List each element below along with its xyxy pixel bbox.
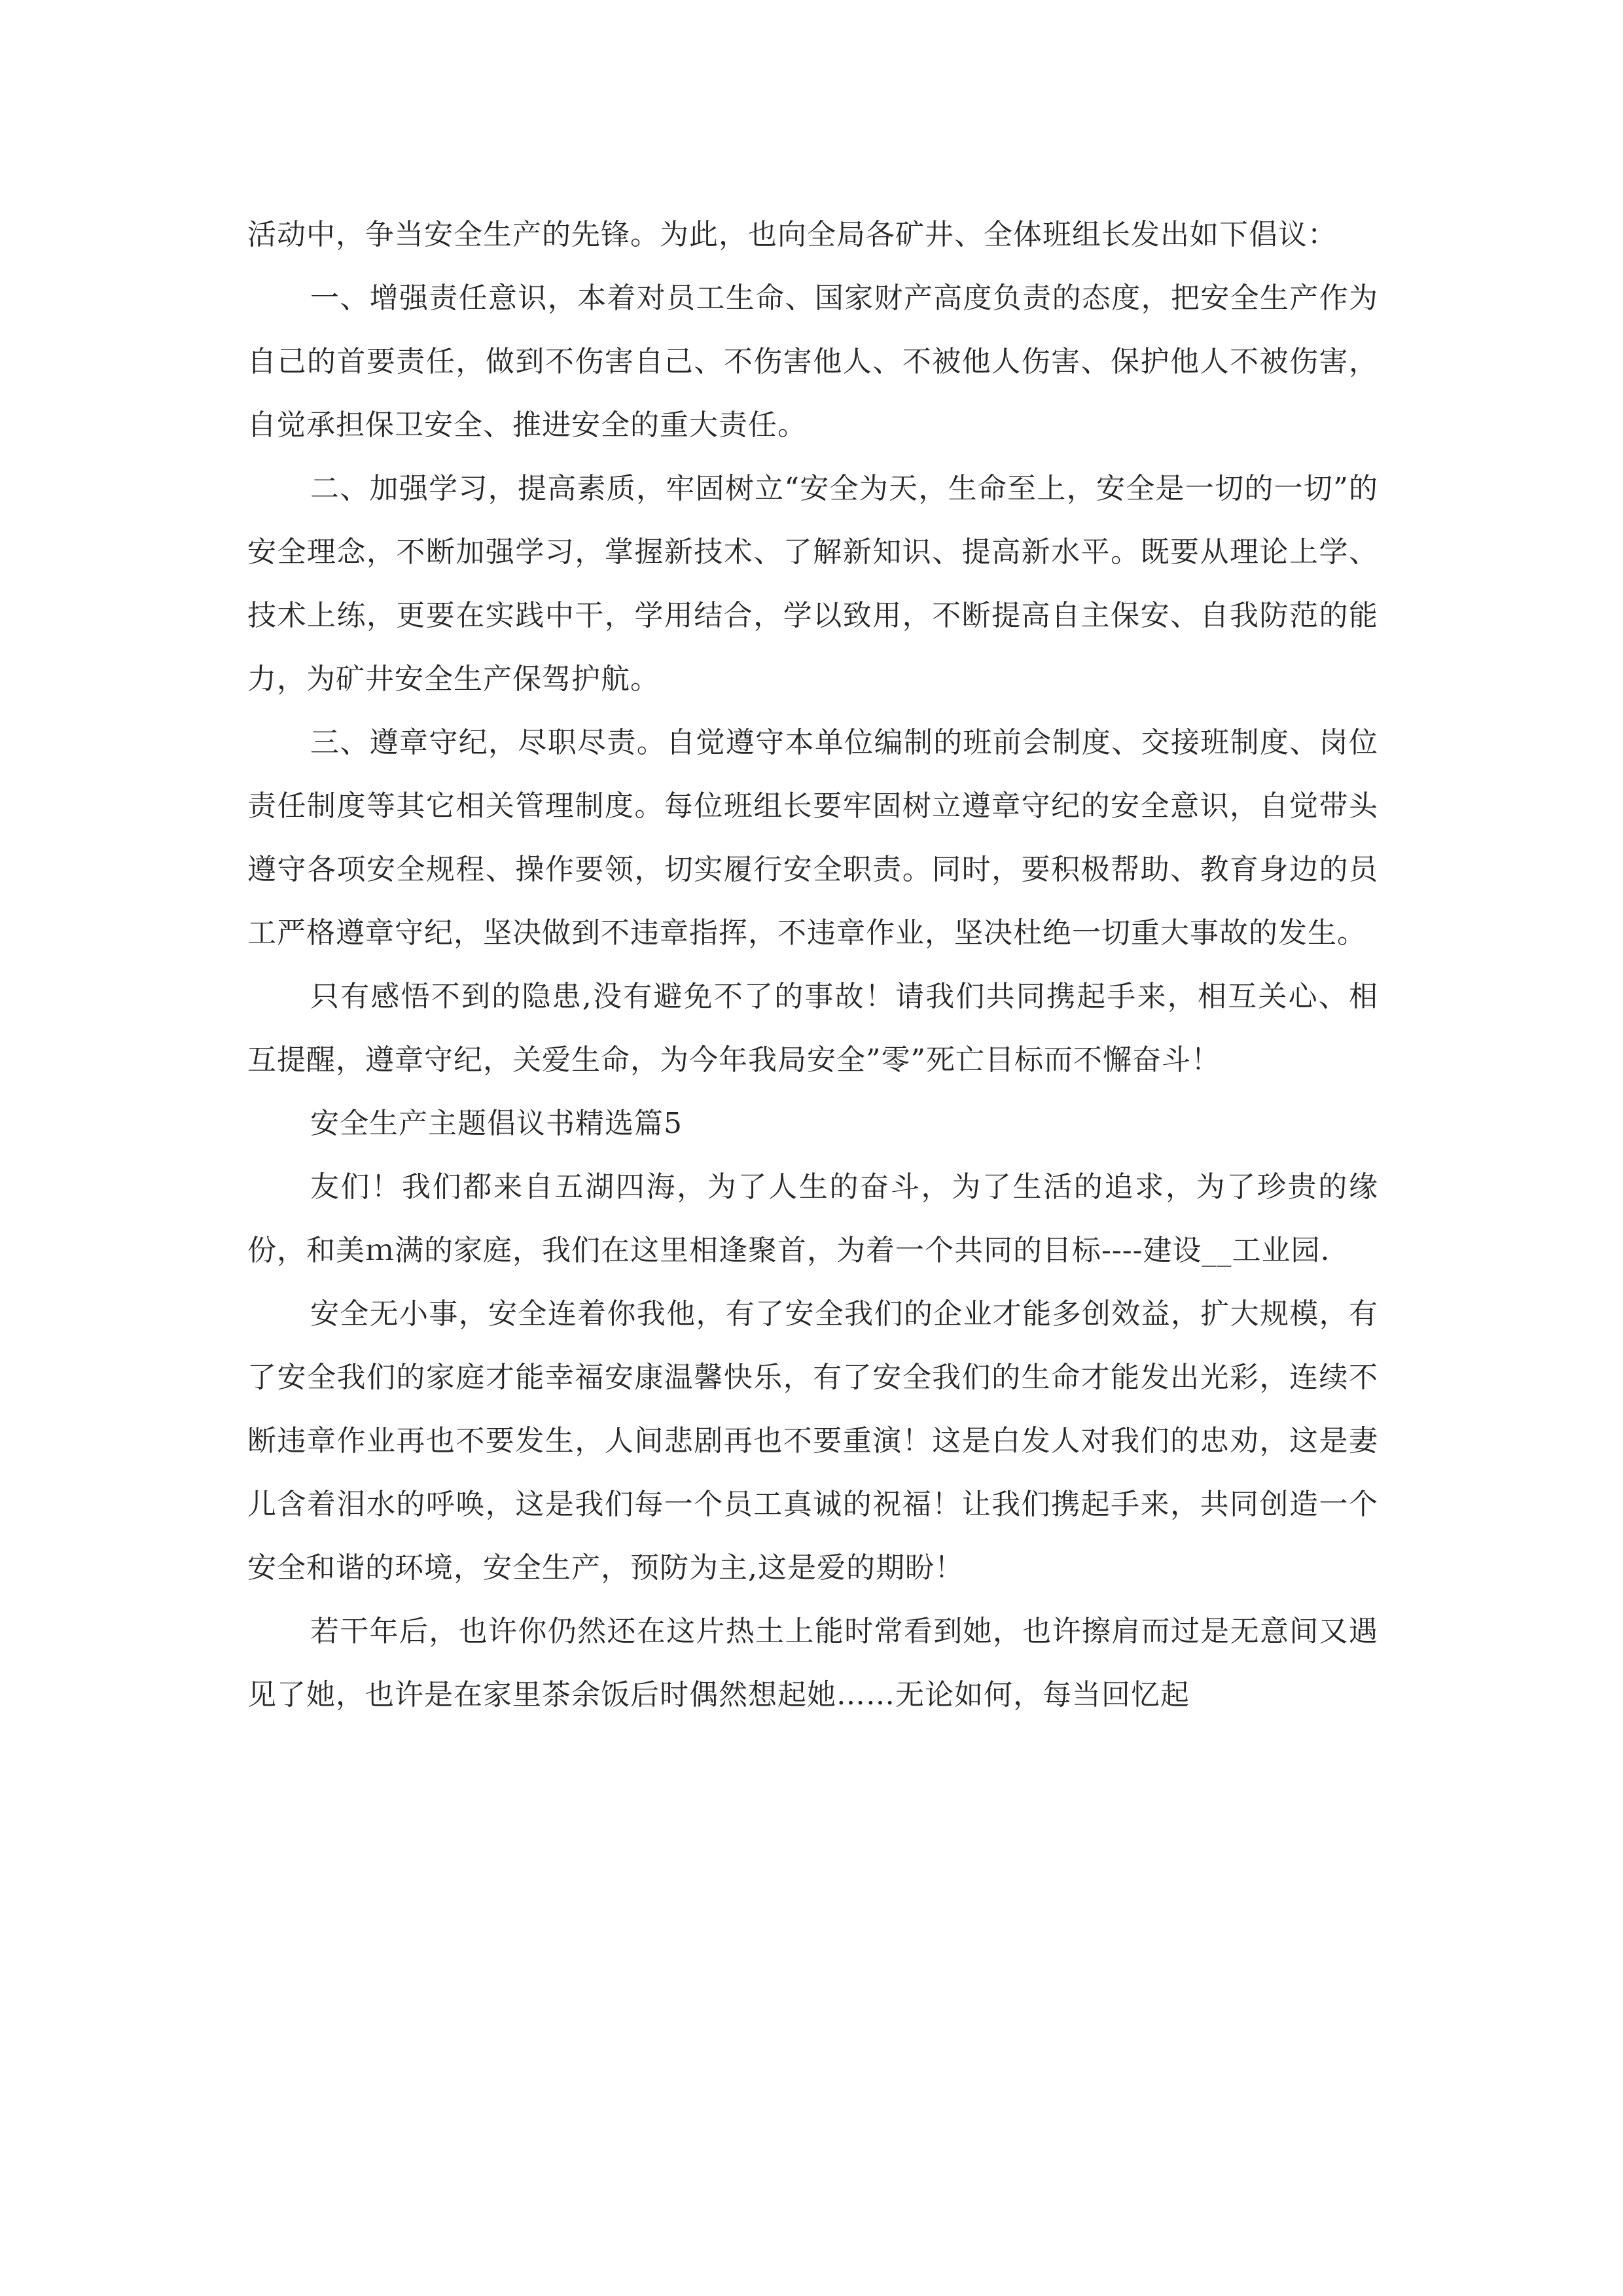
paragraph-item-two: 二、加强学习，提高素质，牢固树立“安全为天，生命至上，安全是一切的一切”的安全理念，不断加强学习，掌握新技术、了解新知识、提高新水平。既要从理论上学、技术上练，更要在实践中干，学用结合，学以致用，不断提高自主保安、自我防范的能力，为矿井安全生产保驾护航。 (247, 472, 1378, 696)
document-body (247, 203, 1378, 1727)
paragraph-safety: 安全无小事，安全连着你我他，有了安全我们的企业才能多创效益，扩大规模，有了安全我们的家庭才能幸福安康温馨快乐，有了安全我们的生命才能发出光彩，连续不断违章作业再也不要发生，人间悲剧再也不要重演！这是白发人对我们的忠劝，这是妻儿含着泪水的呼唤，这是我们每一个员工真诚的祝福！让我们携起手来，共同创造一个安全和谐的环境，安全生产，预防为主,这是爱的期盼！ (247, 1297, 1378, 1585)
paragraph-greeting: 友们！我们都来自五湖四海，为了人生的奋斗，为了生活的追求，为了珍贵的缘份，和美ｍ满的家庭，我们在这里相逢聚首，为着一个共同的目标----建设__工业园. (247, 1170, 1378, 1267)
paragraph-closing-appeal: 只有感悟不到的隐患,没有避免不了的事故！请我们共同携起手来，相互关心、相互提醒，遵章守纪，关爱生命，为今年我局安全”零”死亡目标而不懈奋斗！ (247, 980, 1378, 1077)
paragraph-item-three: 三、遵章守纪，尽职尽责。自觉遵守本单位编制的班前会制度、交接班制度、岗位责任制度等其它相关管理制度。每位班组长要牢固树立遵章守纪的安全意识，自觉带头遵守各项安全规程、操作要领，切实履行安全职责。同时，要积极帮助、教育身边的员工严格遵章守纪，坚决做到不违章指挥，不违章作业，坚决杜绝一切重大事故的发生。 (247, 726, 1378, 950)
paragraph-item-one: 一、增强责任意识，本着对员工生命、国家财产高度负责的态度，把安全生产作为自己的首要责任，做到不伤害自己、不伤害他人、不被他人伤害、保护他人不被伤害，自觉承担保卫安全、推进安全的重大责任。 (247, 281, 1378, 442)
section-heading: 安全生产主题倡议书精选篇5 (310, 1107, 683, 1140)
paragraph-intro-continued: 活动中，争当安全生产的先锋。为此，也向全局各矿井、全体班组长发出如下倡议： (247, 218, 1337, 251)
paragraph-future: 若干年后，也许你仍然还在这片热土上能时常看到她，也许擦肩而过是无意间又遇见了她，也许是在家里茶余饭后时偶然想起她……无论如何，每当回忆起 (247, 1615, 1378, 1712)
